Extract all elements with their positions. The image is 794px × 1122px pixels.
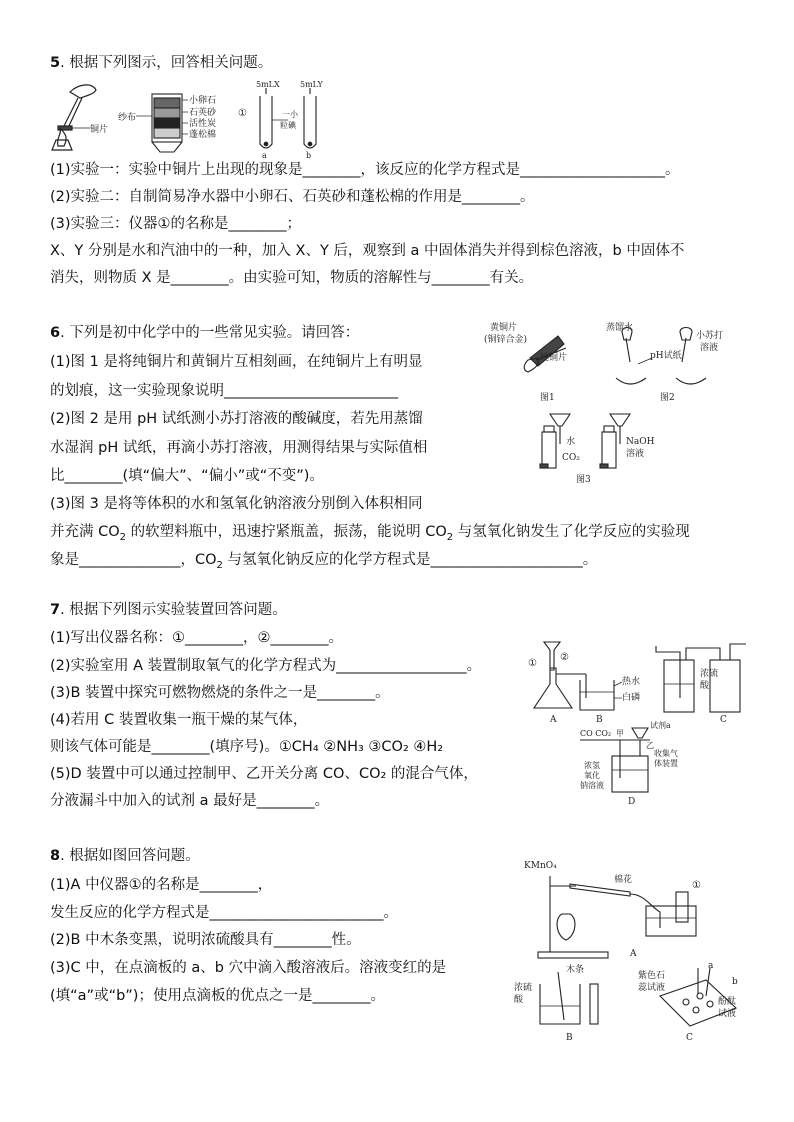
q8-kmno4-label: KMnO₄: [524, 861, 557, 871]
q6-naoh-label: NaOH: [626, 437, 655, 447]
q7-figures: [520, 628, 760, 806]
q5-tube-x-label: 5mLX: [256, 80, 280, 89]
q8-apparatus-a: [538, 876, 696, 958]
q6-brass-label: 黄铜片: [490, 323, 518, 333]
q8-phenol-label: 酚酞: [718, 997, 737, 1007]
q6-fig3-drawing: [540, 414, 630, 468]
q8-line-3: (2)B 中木条变黑，说明浓硫酸具有________性。: [50, 932, 361, 948]
q6-soda-label-2: 溶液: [700, 343, 719, 353]
q8-label-a: A: [630, 949, 637, 959]
q8-line-1: (1)A 中仪器①的名称是________，: [50, 877, 273, 893]
q8-litmus-label-2: 蕊试液: [638, 983, 666, 993]
q5-title-text: . 根据下列图示，回答相关问题。: [60, 55, 273, 71]
q5-figures: [48, 80, 338, 158]
q8-stick-label: 木条: [566, 965, 585, 975]
q6-line-6: (3)图 3 是将等体积的水和氢氧化钠溶液分别倒入体积相同: [50, 496, 423, 512]
q6-line-1: (1)图 1 是将纯铜片和黄铜片互相刻画，在纯铜片上有明显: [50, 354, 423, 370]
q5-crystal-label-2: 粒碘: [280, 121, 296, 130]
q7-yi-label: 乙: [646, 741, 654, 750]
q7-label-b: B: [596, 715, 603, 725]
q6-line-7-c: 与氢氧化钠发生了化学反应的实验现: [453, 524, 690, 540]
q7-label-d: D: [628, 797, 636, 807]
q7-hot-water-label: 热水: [622, 677, 641, 687]
q6-line-5: 比________(填“偏大”、“偏小”或“不变”)。: [50, 468, 324, 484]
q5-circle-one: ①: [238, 108, 247, 119]
q7-naoh-label-2: 氧化: [584, 771, 600, 780]
q7-mix-label: CO CO₂: [580, 729, 612, 738]
q5-gauze-label: 纱布: [118, 113, 137, 123]
q7-naoh-label-3: 钠溶液: [580, 781, 604, 790]
q7-line-1: (1)写出仪器名称：①________，②________。: [50, 630, 344, 646]
q8-title: [50, 846, 200, 866]
q6-ph-label: pH试纸: [650, 351, 682, 361]
q5-figure-svg: [48, 80, 338, 158]
q5-crystal-label: 一小: [282, 110, 298, 119]
q5-line-2: (2)实验二：自制简易净水器中小卵石、石英砂和蓬松棉的作用是________。: [50, 189, 535, 205]
q6-sub-2a: 2: [119, 531, 127, 543]
q5-line-1: (1)实验一：实验中铜片上出现的现象是________，该反应的化学方程式是____________________。: [50, 162, 680, 178]
q8-conc-label-2: 酸: [514, 995, 524, 1005]
q8-phenol-label-2: 试液: [718, 1009, 737, 1019]
q6-line-7-a: 并充满 CO: [50, 524, 120, 540]
q8-line-5: (填“a”或“b”)；使用点滴板的优点之一是________。: [50, 988, 385, 1004]
q8-figure-svg: [510, 856, 770, 1046]
q5-line-3: (3)实验三：仪器①的名称是________；: [50, 216, 302, 232]
q8-label-c: C: [686, 1033, 693, 1043]
q7-jia-label: 甲: [616, 729, 624, 738]
q7-collect-label: 收集气: [654, 749, 678, 758]
q5-layer-1: 小卵石: [189, 96, 217, 106]
q5-layer-2: 石英砂: [189, 108, 217, 118]
q7-line-4: (4)若用 C 装置收集一瓶干燥的某气体，: [50, 712, 308, 728]
q5-number: 5: [50, 55, 61, 71]
q6-line-7: [50, 522, 690, 548]
q6-water-label: 水: [566, 437, 576, 447]
q5-layer-4: 蓬松棉: [189, 130, 217, 140]
q8-line-2: 发生反应的化学方程式是________________________。: [50, 905, 398, 921]
q7-title-text: . 根据下列图示实验装置回答问题。: [60, 602, 287, 618]
q7-figure-svg: [520, 628, 760, 806]
q6-figures: [480, 318, 740, 488]
q6-line-8-b: 与氢氧化钠反应的化学方程式是_____________________。: [222, 552, 598, 568]
q6-brass-label-2: (铜锌合金): [484, 335, 528, 345]
q8-litmus-label: 紫色石: [638, 971, 666, 981]
q7-conc-label-2: 酸: [700, 681, 710, 691]
q6-line-2: 的划痕，这一实验现象说明________________________: [50, 383, 398, 399]
q5-layer-3: 活性炭: [189, 119, 217, 129]
q5-title: [50, 53, 272, 73]
q7-title: [50, 600, 287, 620]
q5-line-5: 消失，则物质 X 是________。由实验可知，物质的溶解性与________有关。: [50, 270, 534, 286]
q6-line-3: (2)图 2 是用 pH 试纸测小苏打溶液的酸碱度，若先用蒸馏: [50, 411, 423, 427]
q5-tube-y-label: 5mLY: [300, 80, 323, 89]
q6-co2-label: CO₂: [562, 453, 580, 463]
q8-apparatus-b: [540, 972, 598, 1024]
q7-line-6: (5)D 装置中可以通过控制甲、乙开关分离 CO、CO₂ 的混合气体，: [50, 766, 478, 782]
q8-one-label: ①: [692, 880, 701, 891]
q6-title-text: . 下列是初中化学中的一些常见实验。请回答：: [60, 325, 360, 341]
q6-sub-2b: 2: [446, 531, 454, 543]
q7-label-one: ①: [528, 658, 537, 669]
q6-figure-svg: [480, 318, 740, 488]
q7-line-2: (2)实验室用 A 装置制取氧气的化学方程式为__________________。: [50, 658, 482, 674]
q7-line-3: (3)B 装置中探究可燃物燃烧的条件之一是________。: [50, 685, 390, 701]
q8-label-a-hole: a: [708, 961, 714, 971]
q8-label-b: B: [566, 1033, 573, 1043]
q7-line-7: 分液漏斗中加入的试剂 a 最好是________。: [50, 793, 330, 809]
q5-copper-heating-figure: [52, 85, 96, 150]
q8-conc-label: 浓硫: [514, 983, 533, 993]
q8-title-text: . 根据如图回答问题。: [60, 848, 200, 864]
q8-cotton-label: 棉花: [614, 875, 633, 885]
q7-number: 7: [50, 602, 61, 618]
q7-label-two: ②: [560, 652, 569, 663]
q5-label-a: a: [262, 151, 267, 160]
q6-naoh-label-2: 溶液: [626, 449, 645, 459]
q5-copper-label: 铜片: [90, 125, 109, 135]
q6-pure-label: 纯铜片: [540, 353, 568, 363]
q5-line-4: X、Y 分别是水和汽油中的一种，加入 X、Y 后，观察到 a 中固体消失并得到棕色溶液，b 中固体不: [50, 243, 685, 259]
q8-number: 8: [50, 848, 61, 864]
q6-line-8-a: 象是______________，CO: [50, 552, 217, 568]
q5-label-b: b: [306, 151, 312, 160]
q7-conc-label: 浓硫: [700, 669, 719, 679]
q6-title: [50, 323, 359, 343]
q7-white-p-label: 白磷: [622, 693, 641, 703]
q5-water-purifier-figure: [136, 94, 188, 152]
q6-number: 6: [50, 325, 61, 341]
q6-line-7-b: 的软塑料瓶中，迅速拧紧瓶盖，振荡，能说明 CO: [126, 524, 447, 540]
q7-collect-label-2: 体装置: [654, 759, 678, 768]
q7-line-5: 则该气体可能是________(填序号)。①CH₄ ②NH₃ ③CO₂ ④H₂: [50, 739, 444, 755]
q7-label-a: A: [550, 715, 557, 725]
q6-soda-label: 小苏打: [696, 331, 724, 341]
q6-fig2-label: 图2: [660, 393, 675, 403]
q6-line-8: [50, 550, 597, 576]
q6-sub-2c: 2: [216, 559, 223, 571]
q8-label-b-hole: b: [732, 977, 738, 987]
q6-fig1-label: 图1: [540, 393, 555, 403]
q8-figures: [510, 856, 770, 1046]
q7-reagent-label: 试剂a: [650, 721, 671, 730]
q6-line-4: 水湿润 pH 试纸，再滴小苏打溶液，用测得结果与实际值相: [50, 440, 428, 456]
q6-fig3-label: 图3: [576, 475, 591, 485]
q7-label-c: C: [720, 715, 727, 725]
q6-distilled-label: 蒸馏水: [606, 323, 634, 333]
q7-naoh-label: 浓氢: [584, 761, 600, 770]
q8-line-4: (3)C 中，在点滴板的 a、b 穴中滴入酸溶液后。溶液变红的是: [50, 960, 447, 976]
